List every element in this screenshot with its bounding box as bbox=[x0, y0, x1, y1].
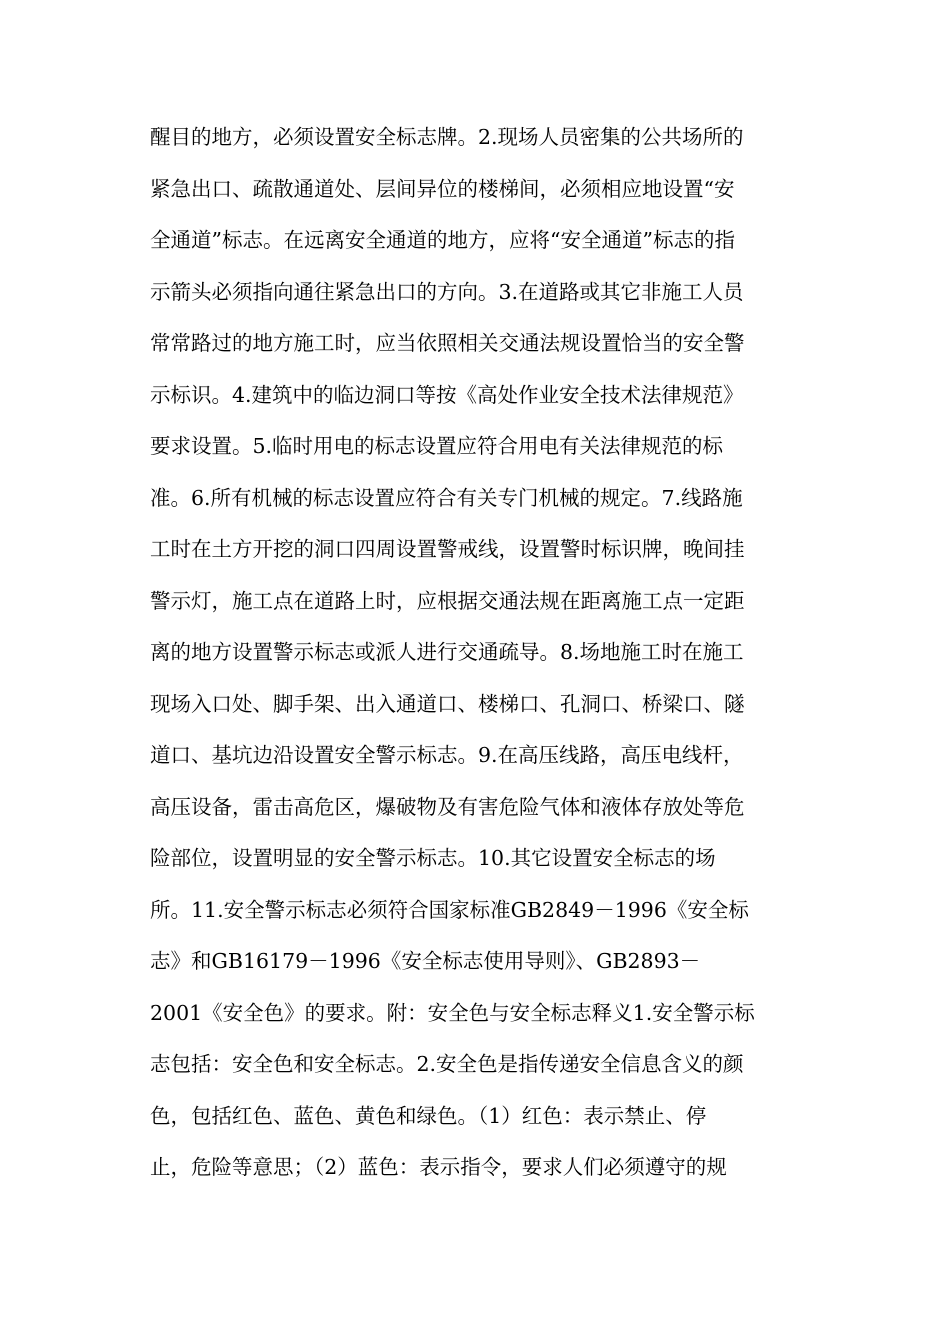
text-line: 工时在土方开挖的洞口四周设置警戒线，设置警时标识牌，晚间挂 bbox=[150, 537, 745, 561]
text-line: 示箭头必须指向通往紧急出口的方向。3.在道路或其它非施工人员 bbox=[150, 279, 744, 304]
body-text bbox=[150, 112, 810, 1194]
text-line: 醒目的地方，必须设置安全标志牌。2.现场人员密集的公共场所的 bbox=[150, 125, 744, 149]
text-line: 险部位，设置明显的安全警示标志。10.其它设置安全标志的场 bbox=[150, 846, 716, 870]
text-line: 要求设置。5.临时用电的标志设置应符合用电有关法律规范的标 bbox=[150, 434, 724, 458]
text-line: 2001《安全色》的要求。附：安全色与安全标志释义1.安全警示标 bbox=[150, 1000, 755, 1025]
text-line: 志》和GB16179－1996《安全标志使用导则》、GB2893－ bbox=[150, 949, 701, 973]
text-line: 止，危险等意思；（2）蓝色：表示指令，要求人们必须遵守的规 bbox=[150, 1155, 727, 1179]
text-line: 现场入口处、脚手架、出入通道口、楼梯口、孔洞口、桥梁口、隧 bbox=[150, 691, 745, 716]
text-line: 高压设备，雷击高危区，爆破物及有害危险气体和液体存放处等危 bbox=[150, 794, 745, 819]
text-line: 准。6.所有机械的标志设置应符合有关专门机械的规定。7.线路施 bbox=[150, 485, 743, 510]
text-line: 所。11.安全警示标志必须符合国家标准GB2849－1996《安全标 bbox=[150, 897, 749, 922]
text-line: 色，包括红色、蓝色、黄色和绿色。（1）红色：表示禁止、停 bbox=[150, 1103, 707, 1128]
text-line: 志包括：安全色和安全标志。2.安全色是指传递安全信息含义的颜 bbox=[150, 1052, 744, 1076]
text-line: 道口、基坑边沿设置安全警示标志。9.在高压线路，高压电线杆， bbox=[150, 743, 744, 767]
text-line: 常常路过的地方施工时，应当依照相关交通法规设置恰当的安全警 bbox=[150, 331, 745, 355]
text-line: 离的地方设置警示标志或派人进行交通疏导。8.场地施工时在施工 bbox=[150, 640, 744, 664]
text-line: 紧急出口、疏散通道处、层间异位的楼梯间，必须相应地设置“安 bbox=[150, 176, 735, 201]
text-line: 示标识。4.建筑中的临边洞口等按《高处作业安全技术法律规范》 bbox=[150, 382, 744, 407]
text-line: 警示灯，施工点在道路上时，应根据交通法规在距离施工点一定距 bbox=[150, 588, 745, 613]
text-line: 全通道”标志。在远离安全通道的地方，应将“安全通道”标志的指 bbox=[150, 228, 735, 252]
